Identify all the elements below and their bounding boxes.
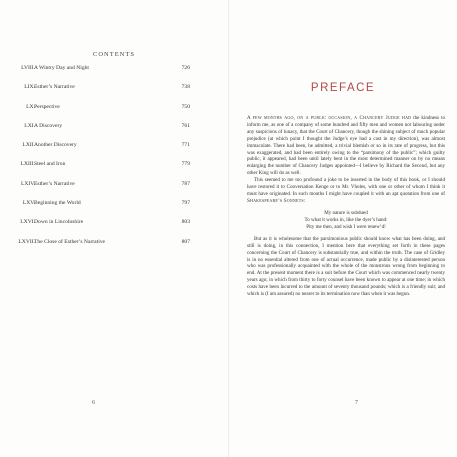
toc-page-number: 726: [181, 65, 190, 71]
left-page: [0, 0, 228, 457]
toc-chapter-number: LX.: [26, 103, 35, 110]
toc-chapter-title: Esther’s Narrative: [34, 84, 75, 91]
toc-chapter-title: Perspective: [34, 103, 60, 110]
toc-page-number: 771: [181, 142, 190, 149]
verse-line: My nature is subdued: [324, 209, 368, 216]
toc-chapter-number: LIX.: [24, 84, 35, 91]
toc-entry[interactable]: [6, 181, 190, 200]
preface-title: PREFACE: [310, 82, 376, 94]
toc-chapter-number: LXII.: [22, 142, 35, 149]
toc-entry[interactable]: [6, 200, 190, 219]
paragraph-text: :: [303, 197, 306, 204]
toc-chapter-title: The Close of Esther’s Narrative: [34, 238, 106, 245]
verse-line: Pity me then, and wish I were renew’d!: [306, 223, 386, 230]
paragraph-text: This seemed to me too profound a joke to be inserted in the body of this book, or I should have restored it to Conversation Kenge or to Mr. Vholes, with one or other of whom I think it must have originated. In such mouths I might have coupled it with an apt quotation from one of: [247, 177, 445, 197]
toc-page-number: 797: [181, 200, 190, 207]
toc-chapter-title: Another Discovery: [34, 142, 77, 149]
toc-chapter-number: LXVI.: [20, 219, 35, 226]
toc-entry[interactable]: [6, 239, 190, 258]
toc-chapter-title: Steel and Iron: [34, 161, 66, 168]
toc-page-number: 779: [181, 161, 190, 168]
opening-small-caps: A few months ago, on a public occasion, a Chancery Judge had: [247, 115, 412, 121]
sonnets-reference: Shakespeare’s Sonnets: [247, 197, 304, 204]
toc-entry[interactable]: [6, 161, 190, 180]
preface-body: [247, 115, 445, 298]
toc-entry[interactable]: [6, 104, 190, 123]
toc-entry[interactable]: [6, 123, 190, 142]
quoted-verse: [247, 210, 445, 231]
verse-line: To what it works in, like the dyer’s hand:: [304, 216, 388, 223]
right-page: [229, 0, 457, 457]
right-page-number: 7: [355, 400, 358, 406]
toc-page-number: 761: [181, 122, 190, 129]
toc-chapter-number: LXVII.: [18, 238, 35, 245]
toc-chapter-title: Beginning the World: [34, 200, 81, 207]
toc-page-number: 803: [181, 219, 190, 226]
toc-entry[interactable]: [6, 219, 190, 238]
toc-page-number: 750: [181, 103, 190, 110]
toc-chapter-number: LXI.: [24, 122, 35, 129]
contents-heading: CONTENTS: [93, 51, 135, 58]
toc-entry[interactable]: [6, 142, 190, 161]
toc-chapter-title: Esther’s Narrative: [34, 180, 75, 187]
preface-paragraph: But as it is wholesome that the parsimonious public should know what has been doing, and still is doing, in this connection, I mention here that everything set forth in these pages concerning the Court of Chancery is substantially true, and within the truth. The case of Gridley is in no essential altered from one of actual occurrence, made public by a disinterested person who was professionally acquainted with the whole of the monstrous wrong from beginning to end. At the present moment there is a suit before the Court which was commenced nearly twenty years ago; in which from thirty to forty counsel have been known to appear at one time; in which costs have been incurred to the amount of seventy thousand pounds; which is a friendly suit; and which is (I am assured) no nearer to its termination now than when it was begun.: [247, 235, 445, 298]
toc-page-number: 738: [181, 84, 190, 91]
toc-chapter-number: LVIII.: [21, 65, 35, 71]
toc-chapter-number: LXIV.: [20, 180, 35, 187]
toc-chapter-title: Down in Lincolnshire: [34, 219, 84, 226]
preface-paragraph: [247, 115, 445, 177]
left-page-number: 6: [92, 400, 95, 406]
contents-list: [6, 65, 190, 258]
toc-entry[interactable]: [6, 84, 190, 103]
toc-chapter-number: LXV.: [22, 200, 35, 207]
preface-paragraph: [247, 177, 445, 205]
toc-page-number: 807: [181, 238, 190, 245]
toc-chapter-title: A Discovery: [34, 122, 63, 129]
toc-entry[interactable]: [6, 65, 190, 84]
toc-chapter-number: LXIII.: [20, 161, 35, 168]
toc-page-number: 787: [181, 180, 190, 187]
toc-chapter-title: A Wintry Day and Night: [34, 65, 89, 71]
paragraph-text: the kindness to inform me, as one of a company of some hundred and fifty men and women not labouring under any suspicions of lunacy, that the Court of Chancery, though the shining subject of much popular prejudice (at which point I thought the Judge’s eye had a cast in my direction), was almost immaculate. There had been, he admitted, a trivial blemish or so in its rate of progress, but this was exaggerated, and had been entirely owing to the “parsimony of the public”; which guilty public, it appeared, had been until lately bent in the most determined manner on by no means enlarging the number of Chancery Judges appointed—I believe by Richard the Second, but any other King will do as well.: [247, 115, 445, 177]
